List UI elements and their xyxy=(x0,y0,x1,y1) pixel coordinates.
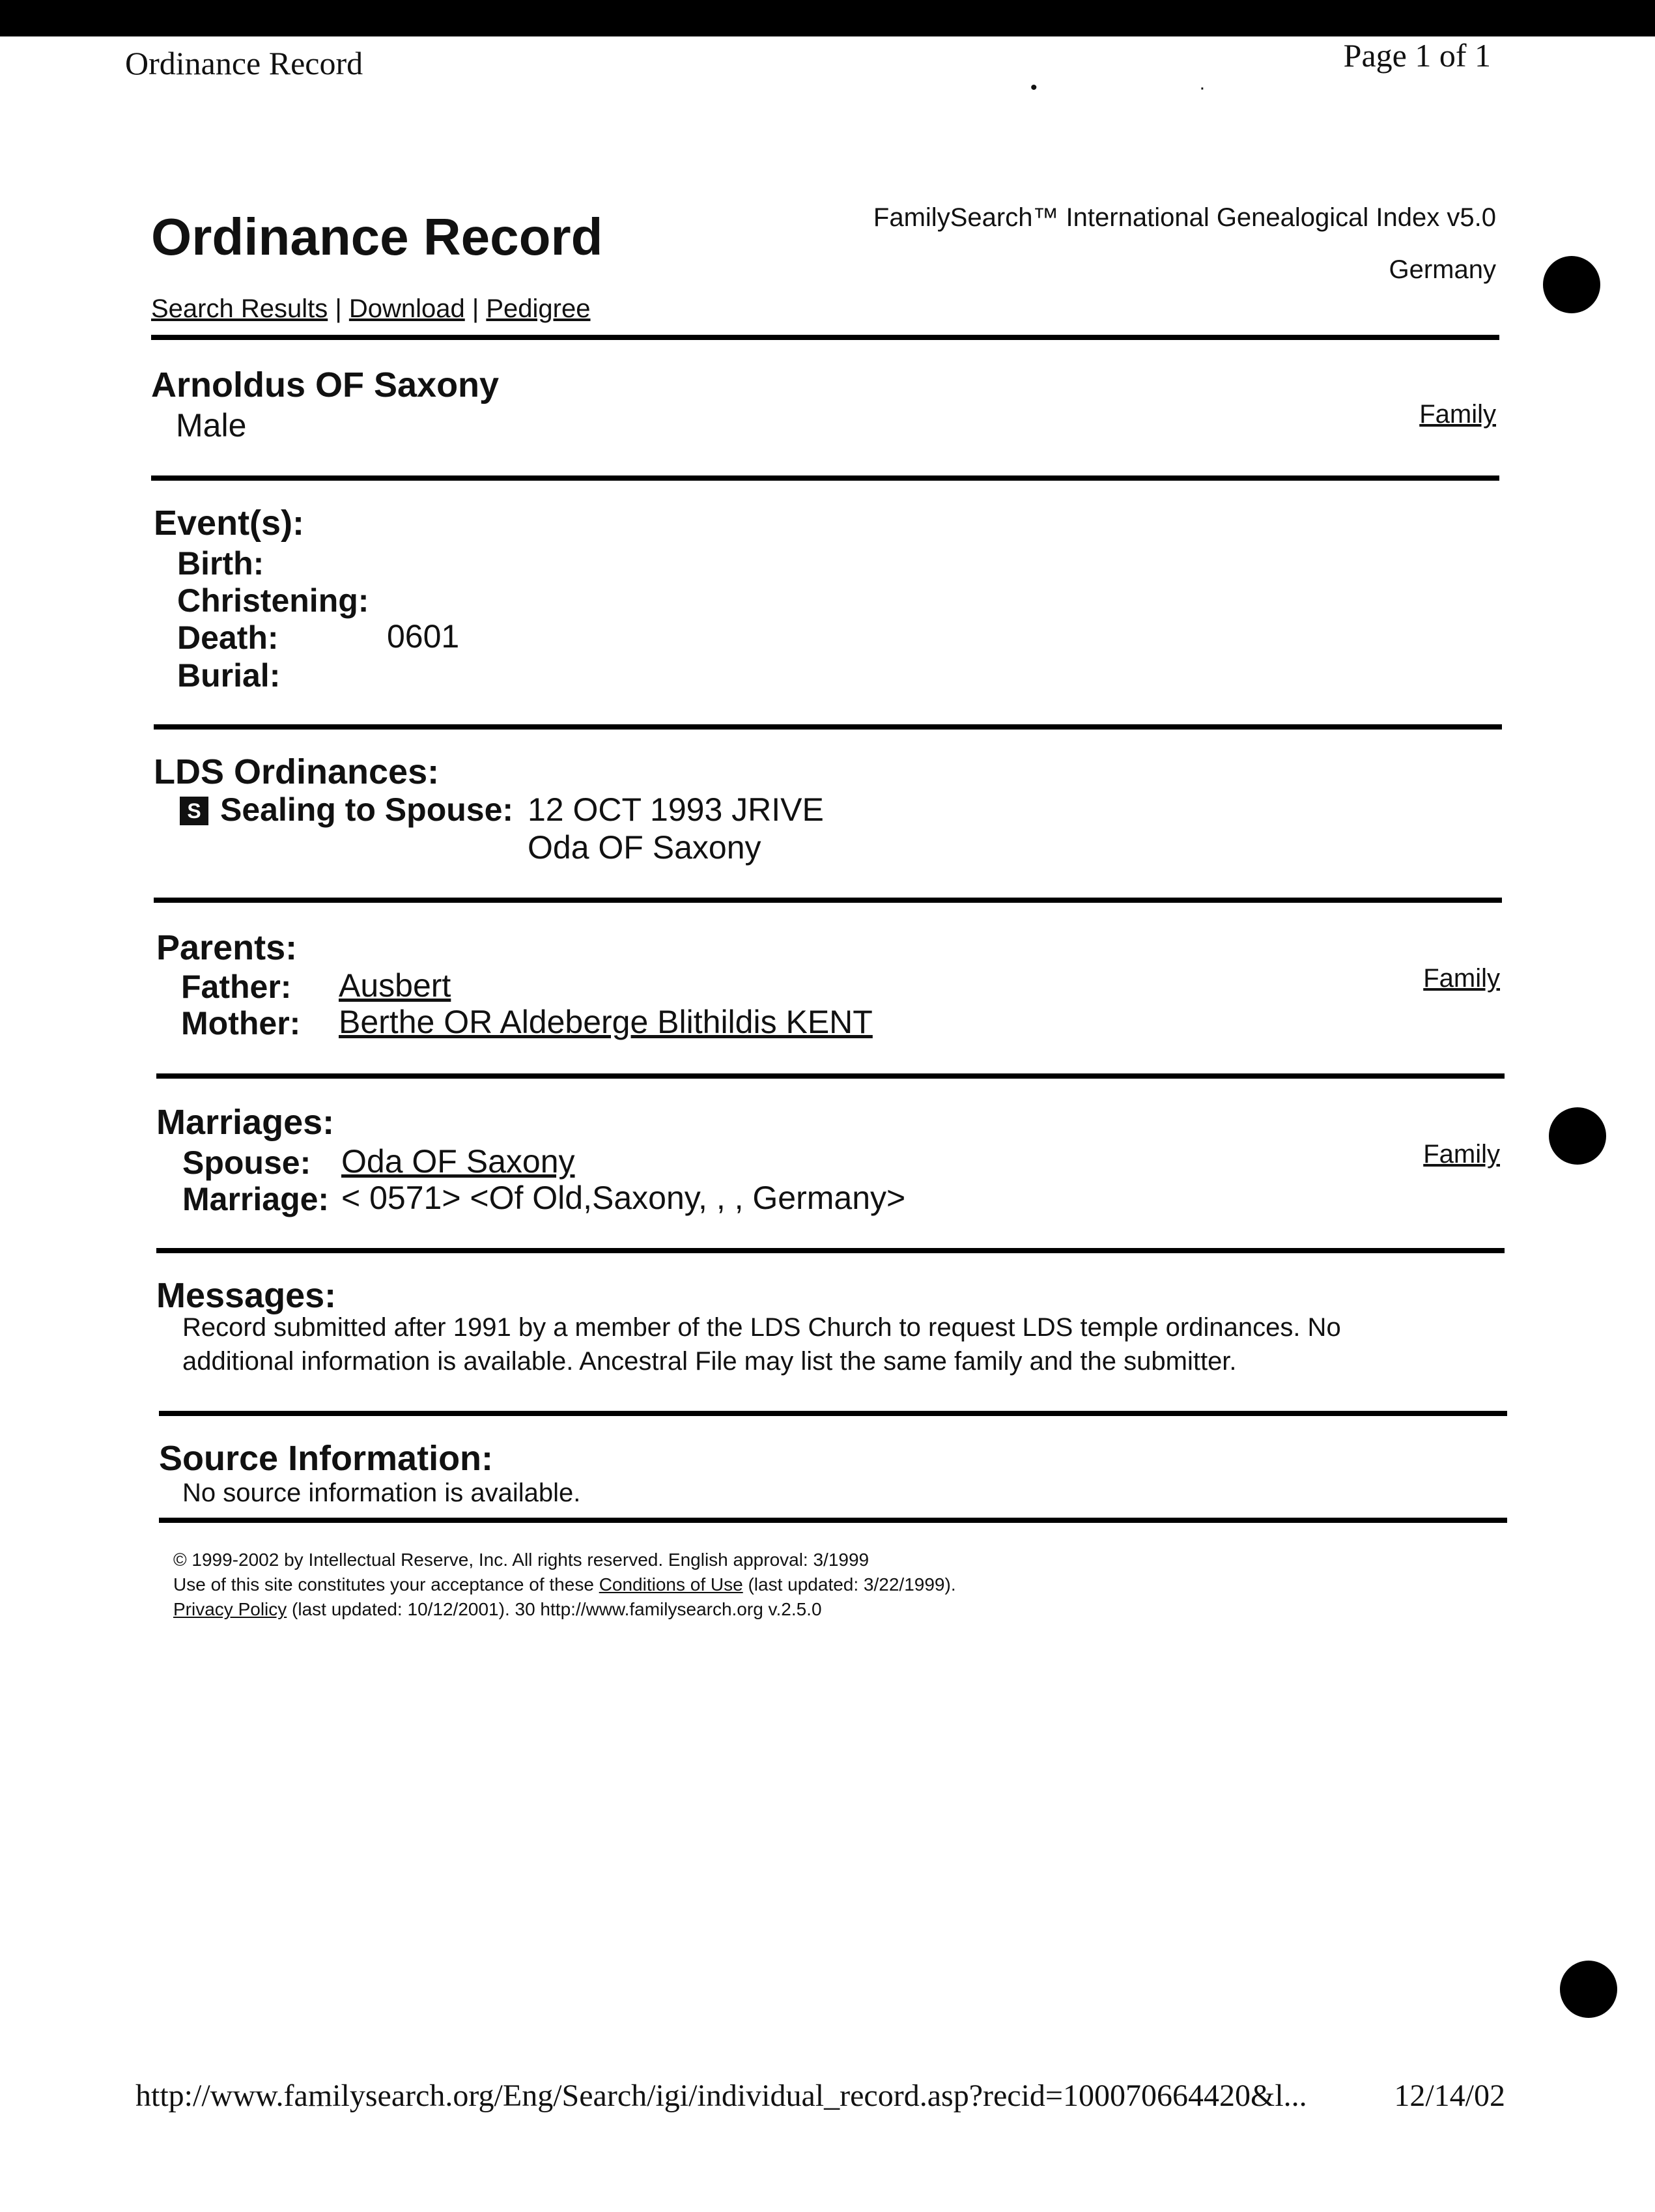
birth-label: Birth: xyxy=(177,545,264,582)
print-header-title: Ordinance Record xyxy=(125,45,363,81)
section-divider xyxy=(154,898,1502,903)
binder-hole xyxy=(1549,1107,1606,1165)
section-divider xyxy=(154,724,1502,730)
section-divider xyxy=(159,1518,1507,1523)
country-label: Germany xyxy=(1389,255,1496,284)
privacy-policy-link[interactable]: Privacy Policy xyxy=(173,1599,287,1619)
terms-line xyxy=(173,1572,956,1597)
parents-family-link[interactable]: Family xyxy=(1423,964,1500,993)
marriage-label: Marriage: xyxy=(182,1181,330,1217)
binder-hole xyxy=(1560,1961,1617,2018)
death-value: 0601 xyxy=(387,618,460,655)
sealing-label: Sealing to Spouse: xyxy=(220,791,514,828)
scan-specks: • · xyxy=(1030,77,1284,98)
mother-label: Mother: xyxy=(181,1005,301,1042)
terms-suffix: (last updated: 3/22/1999). xyxy=(743,1574,956,1595)
burial-label: Burial: xyxy=(177,657,281,694)
scan-top-edge xyxy=(0,0,1655,36)
conditions-of-use-link[interactable]: Conditions of Use xyxy=(599,1574,743,1595)
marriages-family-link[interactable]: Family xyxy=(1423,1140,1500,1169)
section-divider xyxy=(156,1248,1505,1253)
privacy-line xyxy=(173,1597,956,1622)
page-title: Ordinance Record xyxy=(151,208,603,266)
events-heading: Event(s): xyxy=(154,503,305,543)
print-footer-date: 12/14/02 xyxy=(1394,2078,1505,2113)
marriage-value: < 0571> <Of Old,Saxony, , , Germany> xyxy=(341,1180,906,1216)
nav-separator: | xyxy=(328,294,349,323)
download-link[interactable]: Download xyxy=(348,294,465,323)
section-divider xyxy=(151,475,1499,481)
messages-line: Record submitted after 1991 by a member of the LDS Church to request LDS temple ordinances. No xyxy=(182,1313,1341,1342)
section-divider xyxy=(151,335,1499,340)
index-name: FamilySearch™ International Genealogical Index v5.0 xyxy=(873,203,1496,232)
section-divider xyxy=(156,1073,1505,1079)
pedigree-link[interactable]: Pedigree xyxy=(486,294,591,323)
person-name: Arnoldus OF Saxony xyxy=(151,365,500,404)
spouse-link[interactable]: Oda OF Saxony xyxy=(341,1143,575,1180)
person-gender: Male xyxy=(176,407,247,444)
sealing-spouse: Oda OF Saxony xyxy=(528,829,761,866)
binder-hole xyxy=(1543,256,1600,313)
ordinances-heading: LDS Ordinances: xyxy=(154,752,440,791)
father-link[interactable]: Ausbert xyxy=(339,967,451,1004)
nav-separator: | xyxy=(464,294,487,323)
privacy-suffix: (last updated: 10/12/2001). 30 http://www.familysearch.org v.2.5.0 xyxy=(287,1599,822,1619)
father-label: Father: xyxy=(181,969,292,1005)
terms-prefix: Use of this site constitutes your acceptance of these xyxy=(173,1574,599,1595)
death-label: Death: xyxy=(177,619,279,656)
search-results-link[interactable]: Search Results xyxy=(151,294,328,323)
sealing-status-icon: S xyxy=(180,797,208,825)
marriages-heading: Marriages: xyxy=(156,1103,335,1142)
messages-heading: Messages: xyxy=(156,1276,337,1315)
nav-links xyxy=(151,294,591,324)
messages-text xyxy=(182,1311,1341,1378)
messages-line: additional information is available. Ancestral File may list the same family and the submitter. xyxy=(182,1347,1237,1376)
sealing-date: 12 OCT 1993 JRIVE xyxy=(528,791,824,828)
spouse-label: Spouse: xyxy=(182,1144,311,1181)
person-family-link[interactable]: Family xyxy=(1419,400,1496,429)
print-footer-url: http://www.familysearch.org/Eng/Search/igi/individual_record.asp?recid=100070664420&l... xyxy=(135,2078,1307,2113)
site-footer xyxy=(173,1548,956,1622)
christening-label: Christening: xyxy=(177,582,369,619)
section-divider xyxy=(159,1411,1507,1416)
source-heading: Source Information: xyxy=(159,1439,494,1478)
mother-link[interactable]: Berthe OR Aldeberge Blithildis KENT xyxy=(339,1004,873,1040)
source-text: No source information is available. xyxy=(182,1479,581,1507)
copyright-line: © 1999-2002 by Intellectual Reserve, Inc. All rights reserved. English approval: 3/1999 xyxy=(173,1550,870,1570)
sealing-row xyxy=(180,791,513,829)
parents-heading: Parents: xyxy=(156,928,298,967)
print-header-page-number: Page 1 of 1 xyxy=(1343,37,1491,74)
